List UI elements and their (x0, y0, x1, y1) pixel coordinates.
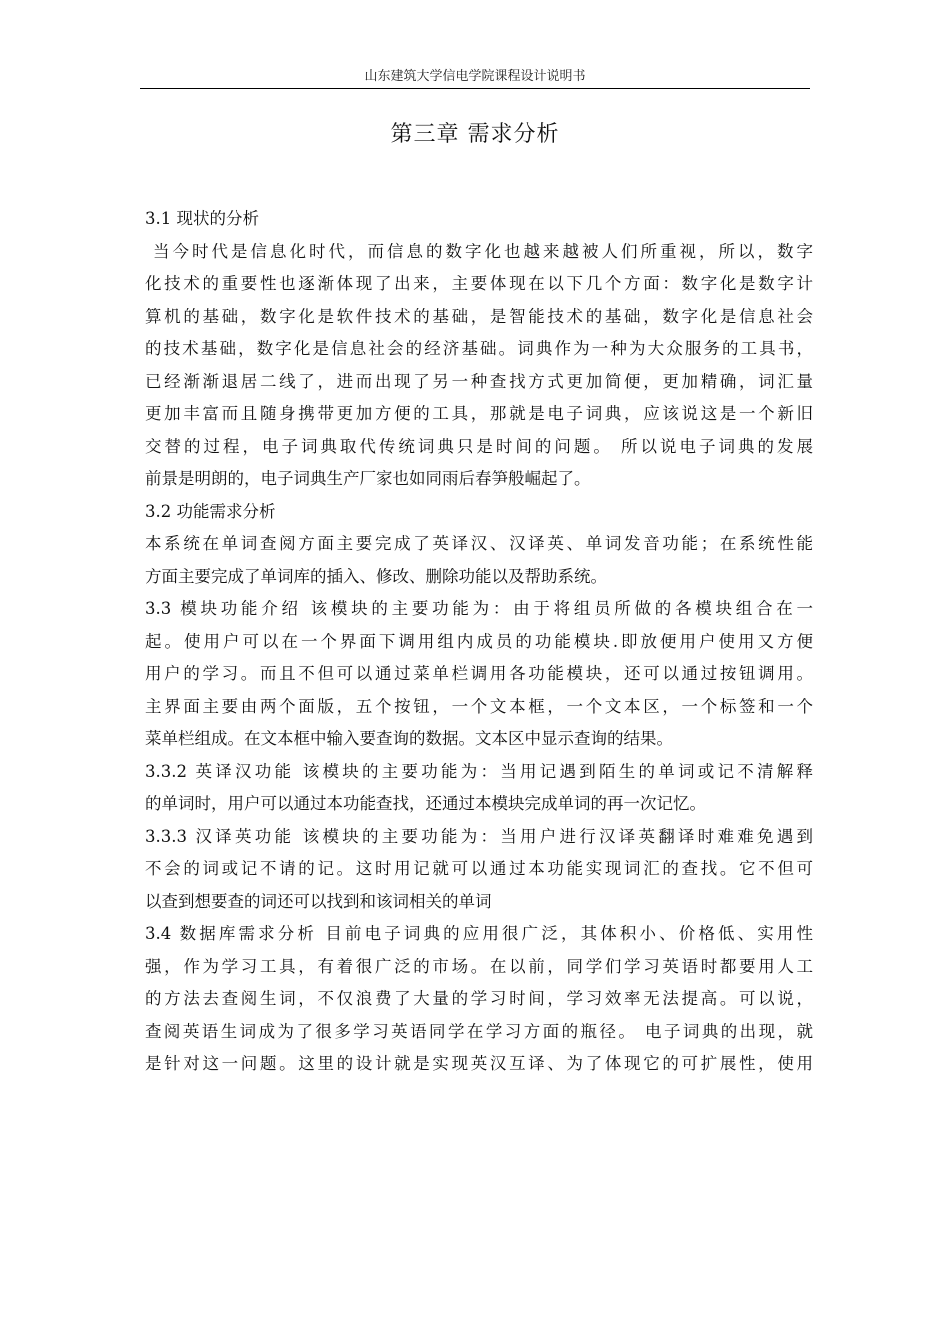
header-rule (140, 88, 810, 89)
paragraph-line: 查阅英语生词成为了很多学习英语同学在学习方面的瓶径。 电子词典的出现，就 (145, 1021, 813, 1041)
paragraph-line: 的单词时，用户可以通过本功能查找，还通过本模块完成单词的再一次记忆。 (145, 794, 706, 813)
paragraph-line: 不会的词或记不请的记。这时用记就可以通过本功能实现词汇的查找。它不但可 (145, 859, 813, 878)
body-text (145, 203, 813, 1081)
paragraph-line: 的技术基础，数字化是信息社会的经济基础。词典作为一种为大众服务的工具书， (145, 339, 813, 358)
paragraph-line: 当今时代是信息化时代，而信息的数字化也越来越被人们所重视，所以，数字 (153, 241, 813, 261)
paragraph-line: 本系统在单词查阅方面主要完成了英译汉、汉译英、单词发音功能；在系统性能 (145, 534, 813, 553)
section-heading-3-2: 3.2 功能需求分析 (145, 501, 276, 521)
chapter-title: 第三章 需求分析 (390, 122, 560, 147)
paragraph-line: 已经渐渐退居二线了，进而出现了另一种查找方式更加简便，更加精确，词汇量 (145, 371, 813, 391)
paragraph-line: 主界面主要由两个面版，五个按钮，一个文本框，一个文本区，一个标签和一个 (145, 696, 813, 716)
section-heading-3-3: 3.3 模块功能介绍 该模块的主要功能为：由于将组员所做的各模块组合在一 (145, 599, 813, 618)
paragraph-line: 更加丰富而且随身携带更加方便的工具，那就是电子词典，应该说这是一个新旧 (145, 404, 813, 423)
section-heading-3-4: 3.4 数据库需求分析 目前电子词典的应用很广泛，其体积小、价格低、实用性 (145, 924, 813, 943)
paragraph-line: 的方法去查阅生词，不仅浪费了大量的学习时间，学习效率无法提高。可以说， (145, 989, 813, 1008)
paragraph-line: 交替的过程，电子词典取代传统词典只是时间的问题。 所以说电子词典的发展 (145, 436, 813, 456)
paragraph-line: 起。使用户可以在一个界面下调用组内成员的功能模块.即放便用户使用又方便 (145, 631, 813, 651)
paragraph-line: 强，作为学习工具，有着很广泛的市场。在以前，同学们学习英语时都要用人工 (145, 956, 813, 976)
paragraph-line: 算机的基础，数字化是软件技术的基础，是智能技术的基础，数字化是信息社会 (145, 306, 813, 326)
section-heading-3-3-3: 3.3.3 汉译英功能 该模块的主要功能为：当用户进行汉译英翻译时难难免遇到 (145, 826, 813, 846)
paragraph-line: 用户的学习。而且不但可以通过菜单栏调用各功能模块，还可以通过按钮调用。 (145, 664, 813, 683)
section-heading-3-3-2: 3.3.2 英译汉功能 该模块的主要功能为：当用记遇到陌生的单词或记不清解释 (145, 761, 813, 781)
paragraph-line: 前景是明朗的，电子词典生产厂家也如同雨后春笋般崛起了。 (145, 469, 591, 488)
paragraph-line: 是针对这一问题。这里的设计就是实现英汉互译、为了体现它的可扩展性，使用 (145, 1054, 813, 1073)
running-header: 山东建筑大学信电学院课程设计说明书 (364, 69, 586, 84)
paragraph-line: 以查到想要查的词还可以找到和该词相关的单词 (145, 891, 492, 911)
section-heading-3-1: 3.1 现状的分析 (145, 209, 259, 228)
paragraph-line: 方面主要完成了单词库的插入、修改、删除功能以及帮助系统。 (145, 566, 607, 586)
paragraph-line: 菜单栏组成。在文本框中输入要查询的数据。文本区中显示查询的结果。 (145, 729, 673, 748)
paragraph-line: 化技术的重要性也逐渐体现了出来，主要体现在以下几个方面：数字化是数字计 (145, 274, 813, 293)
